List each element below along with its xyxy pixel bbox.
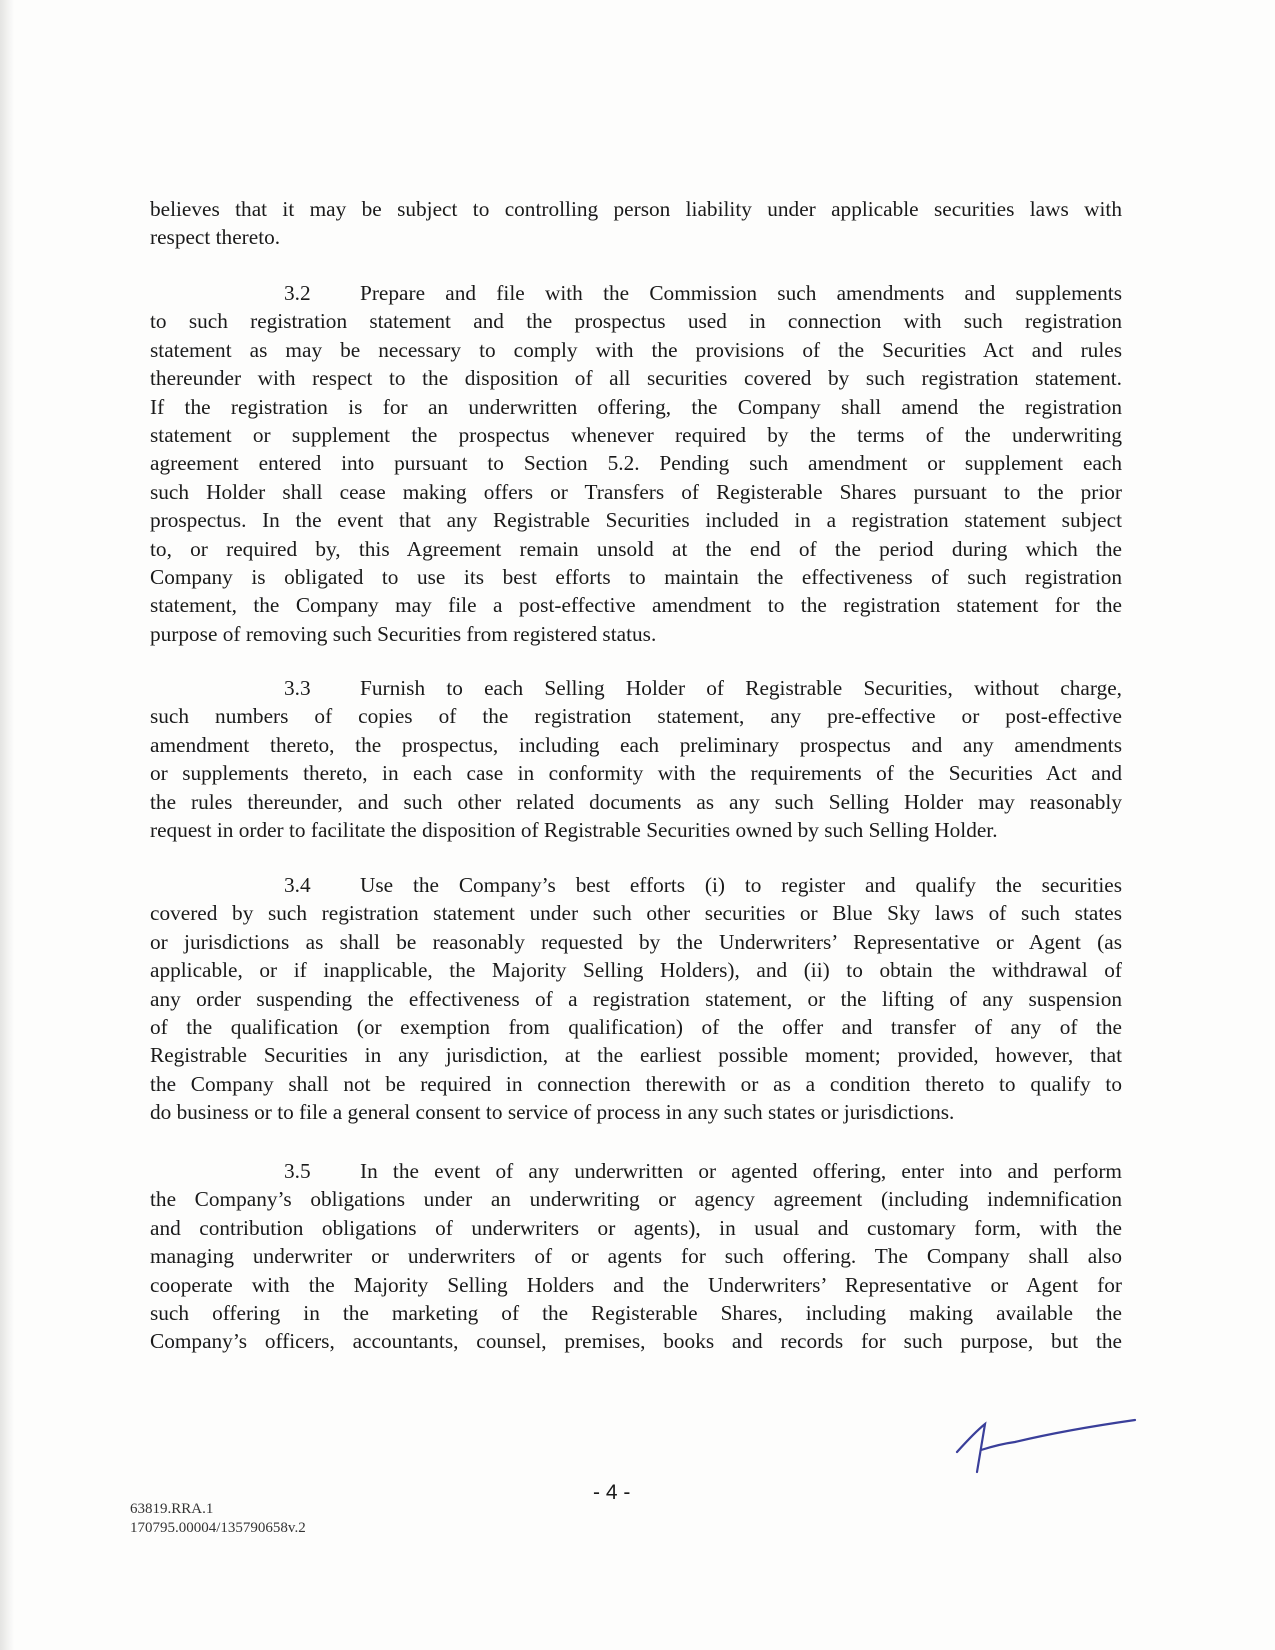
line-text: such numbers of copies of the registration statement, any pre-effective or post-effective xyxy=(150,704,1122,729)
line-text: prospectus. In the event that any Registrable Securities included in a registration statement subject xyxy=(150,508,1122,533)
initials-signature xyxy=(955,1410,1145,1480)
line-text: amendment thereto, the prospectus, including each preliminary prospectus and any amendments xyxy=(150,732,1122,757)
line-text: respect thereto. xyxy=(150,225,281,250)
line-text: such Holder shall cease making offers or Transfers of Registerable Shares pursuant to the prior xyxy=(150,479,1122,504)
text-line xyxy=(150,1070,1122,1098)
text-line xyxy=(150,1041,1122,1069)
line-text: statement as may be necessary to comply with the provisions of the Securities Act and rules xyxy=(150,337,1122,362)
scan-edge-shadow xyxy=(0,0,14,1650)
text-line xyxy=(150,1185,1122,1213)
text-line xyxy=(150,1214,1122,1242)
line-text: In the event of any underwritten or agented offering, enter into and perform xyxy=(360,1159,1122,1183)
line-text: purpose of removing such Securities from registered status. xyxy=(150,621,657,646)
line-text: statement, the Company may file a post-effective amendment to the registration statement for the xyxy=(150,593,1122,618)
line-text: managing underwriter or underwriters of or agents for such offering. The Company shall also xyxy=(150,1244,1122,1269)
line-text: covered by such registration statement under such other securities or Blue Sky laws of such states xyxy=(150,901,1122,926)
line-text: Registrable Securities in any jurisdiction, at the earliest possible moment; provided, however, that xyxy=(150,1043,1122,1068)
text-line xyxy=(150,871,1122,899)
text-line xyxy=(150,759,1122,787)
text-line xyxy=(150,449,1122,477)
text-line xyxy=(150,1299,1122,1327)
text-line xyxy=(150,506,1122,534)
text-line xyxy=(150,816,1122,844)
line-text: or supplements thereto, in each case in conformity with the requirements of the Securities Act and xyxy=(150,761,1122,786)
text-line xyxy=(150,364,1122,392)
line-text: to, or required by, this Agreement remain unsold at the end of the period during which the xyxy=(150,536,1122,561)
text-line xyxy=(150,1013,1122,1041)
text-line xyxy=(150,1242,1122,1270)
text-line xyxy=(150,956,1122,984)
text-line xyxy=(150,1098,1122,1126)
text-line xyxy=(150,1327,1122,1355)
text-line xyxy=(150,985,1122,1013)
text-line xyxy=(150,195,1122,223)
paragraph xyxy=(150,195,1122,252)
line-text: applicable, or if inapplicable, the Majority Selling Holders), and (ii) to obtain the withdrawal of xyxy=(150,958,1122,983)
line-text: such offering in the marketing of the Registerable Shares, including making available the xyxy=(150,1300,1122,1325)
text-line xyxy=(150,1271,1122,1299)
paragraph-section-3-3 xyxy=(150,674,1122,844)
document-footer xyxy=(130,1500,306,1538)
section-number: 3.2 xyxy=(284,281,311,305)
line-text: believes that it may be subject to controlling person liability under applicable securities laws with xyxy=(150,197,1122,221)
footer-doc-id: 63819.RRA.1 xyxy=(130,1501,214,1517)
line-text: or jurisdictions as shall be reasonably requested by the Underwriters’ Representative or Agent (as xyxy=(150,929,1122,954)
line-text: and contribution obligations of underwriters or agents), in usual and customary form, with the xyxy=(150,1215,1122,1240)
text-line xyxy=(150,731,1122,759)
text-line xyxy=(150,788,1122,816)
line-text: request in order to facilitate the disposition of Registrable Securities owned by such Selling Holder. xyxy=(150,817,998,842)
line-text: Prepare and file with the Commission such amendments and supplements xyxy=(360,281,1122,305)
text-line xyxy=(150,702,1122,730)
footer-doc-version: 170795.00004/135790658v.2 xyxy=(130,1520,306,1536)
text-line xyxy=(150,478,1122,506)
text-line xyxy=(150,223,1122,251)
line-text: the Company’s obligations under an underwriting or agency agreement (including indemnification xyxy=(150,1187,1122,1212)
line-text: statement or supplement the prospectus whenever required by the terms of the underwriting xyxy=(150,422,1122,447)
line-text: cooperate with the Majority Selling Holders and the Underwriters’ Representative or Agent for xyxy=(150,1272,1122,1297)
page-number: - 4 - xyxy=(593,1481,631,1504)
section-number: 3.3 xyxy=(284,676,311,700)
line-text: Use the Company’s best efforts (i) to register and qualify the securities xyxy=(360,873,1122,897)
section-number: 3.5 xyxy=(284,1159,311,1183)
line-text: the Company shall not be required in connection therewith or as a condition thereto to qualify to xyxy=(150,1071,1122,1096)
text-line xyxy=(150,620,1122,648)
text-line xyxy=(150,928,1122,956)
line-text: Furnish to each Selling Holder of Registrable Securities, without charge, xyxy=(360,676,1122,700)
text-line xyxy=(150,393,1122,421)
line-text: agreement entered into pursuant to Section 5.2. Pending such amendment or supplement each xyxy=(150,451,1122,476)
line-text: Company’s officers, accountants, counsel, premises, books and records for such purpose, but the xyxy=(150,1329,1122,1354)
line-text: the rules thereunder, and such other related documents as any such Selling Holder may reasonably xyxy=(150,789,1122,814)
text-line xyxy=(150,336,1122,364)
text-line xyxy=(150,307,1122,335)
text-line xyxy=(150,279,1122,307)
paragraph-section-3-4 xyxy=(150,871,1122,1127)
text-line xyxy=(150,563,1122,591)
line-text: to such registration statement and the prospectus used in connection with such registration xyxy=(150,309,1122,334)
text-line xyxy=(150,899,1122,927)
text-line xyxy=(150,1157,1122,1185)
text-line xyxy=(150,674,1122,702)
line-text: of the qualification (or exemption from qualification) of the offer and transfer of any of the xyxy=(150,1014,1122,1039)
section-number: 3.4 xyxy=(284,873,311,897)
line-text: any order suspending the effectiveness of a registration statement, or the lifting of any suspension xyxy=(150,986,1122,1011)
text-line xyxy=(150,421,1122,449)
line-text: Company is obligated to use its best efforts to maintain the effectiveness of such registration xyxy=(150,564,1122,589)
line-text: do business or to file a general consent to service of process in any such states or jurisdictions. xyxy=(150,1100,955,1125)
line-text: If the registration is for an underwritten offering, the Company shall amend the registration xyxy=(150,394,1122,419)
line-text: thereunder with respect to the disposition of all securities covered by such registration statement. xyxy=(150,366,1122,391)
text-line xyxy=(150,591,1122,619)
text-line xyxy=(150,535,1122,563)
paragraph-section-3-5 xyxy=(150,1157,1122,1356)
paragraph-section-3-2 xyxy=(150,279,1122,648)
